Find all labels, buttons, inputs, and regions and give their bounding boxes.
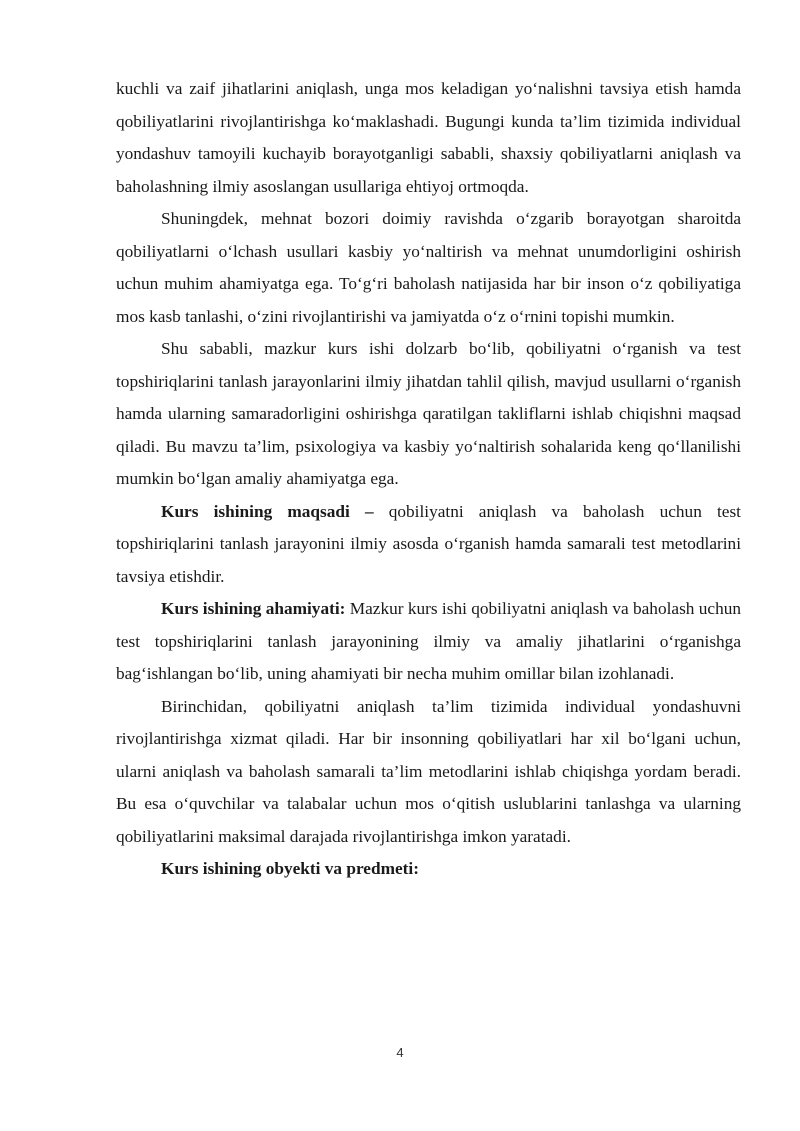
paragraph-2	[116, 203, 741, 333]
paragraph-6-text: Birinchidan, qobiliyatni aniqlash ta’lim tizimida individual yondashuvni rivojlantirishga xizmat qiladi. Har bir insonning qobiliyatlari har xil bo‘lgani uchun, ularni aniqlash va baholash samarali ta’lim metodlarini ishlab chiqishga yordam beradi. Bu esa o‘quvchilar va talabalar uchun mos o‘qitish uslublarini tanlashga va ularning qobiliyatlarini maksimal darajada rivojlantirishga imkon yaratadi.	[116, 696, 741, 846]
paragraph-1-text: kuchli va zaif jihatlarini aniqlash, unga mos keladigan yo‘nalishni tavsiya etish hamda qobiliyatlarini rivojlantirishga ko‘maklashadi. Bugungi kunda ta’lim tizimida individual yondashuv tamoyili kuchayib borayotganligi sababli, shaxsiy qobiliyatlarni aniqlash va baholashning ilmiy asoslangan usullariga ehtiyoj ortmoqda.	[116, 79, 741, 196]
paragraph-importance	[116, 593, 741, 691]
paragraph-1	[116, 73, 741, 203]
paragraph-object-subject	[116, 853, 741, 886]
paragraph-3	[116, 333, 741, 496]
page-number: 4	[396, 1045, 404, 1060]
paragraph-goal	[116, 496, 741, 594]
paragraph-3-text: Shu sababli, mazkur kurs ishi dolzarb bo‘lib, qobiliyatni o‘rganish va test topshiriqlarini tanlash jarayonlarini ilmiy jihatdan tahlil qilish, mavjud usullarni o‘rganish hamda ularning samaradorligini oshirishga qaratilgan takliflarni ishlab chiqishni maqsad qiladi. Bu mavzu ta’lim, psixologiya va kasbiy yo‘naltirish sohalarida keng qo‘llanilishi mumkin bo‘lgan amaliy ahamiyatga ega.	[116, 339, 741, 488]
paragraph-2-text: Shuningdek, mehnat bozori doimiy ravishda o‘zgarib borayotgan sharoitda qobiliyatlarni o‘lchash usullari kasbiy yo‘naltirish va mehnat unumdorligini oshirish uchun muhim ahamiyatga ega. To‘g‘ri baholash natijasida har bir inson o‘z qobiliyatiga mos kasb tanlashi, o‘zini rivojlantirishi va jamiyatda o‘z o‘rnini topishi mumkin.	[116, 209, 741, 326]
object-subject-heading: Kurs ishining obyekti va predmeti:	[161, 859, 419, 878]
goal-heading: Kurs ishining maqsadi –	[161, 501, 374, 521]
paragraph-6	[116, 691, 741, 854]
importance-heading: Kurs ishining ahamiyati:	[161, 599, 346, 618]
body-text	[116, 73, 741, 886]
goal-text: qobiliyatni aniqlash va baholash uchun test topshiriqlarini tanlash jarayonini ilmiy asosda o‘rganish hamda samarali test metodlarini tavsiya etishdir.	[116, 501, 741, 586]
importance-text: Mazkur kurs ishi qobiliyatni aniqlash va baholash uchun test topshiriqlarini tanlash jarayonining ilmiy va amaliy jihatlarini o‘rganishga bag‘ishlangan bo‘lib, uning ahamiyati bir necha muhim omillar bilan izohlanadi.	[116, 599, 741, 683]
